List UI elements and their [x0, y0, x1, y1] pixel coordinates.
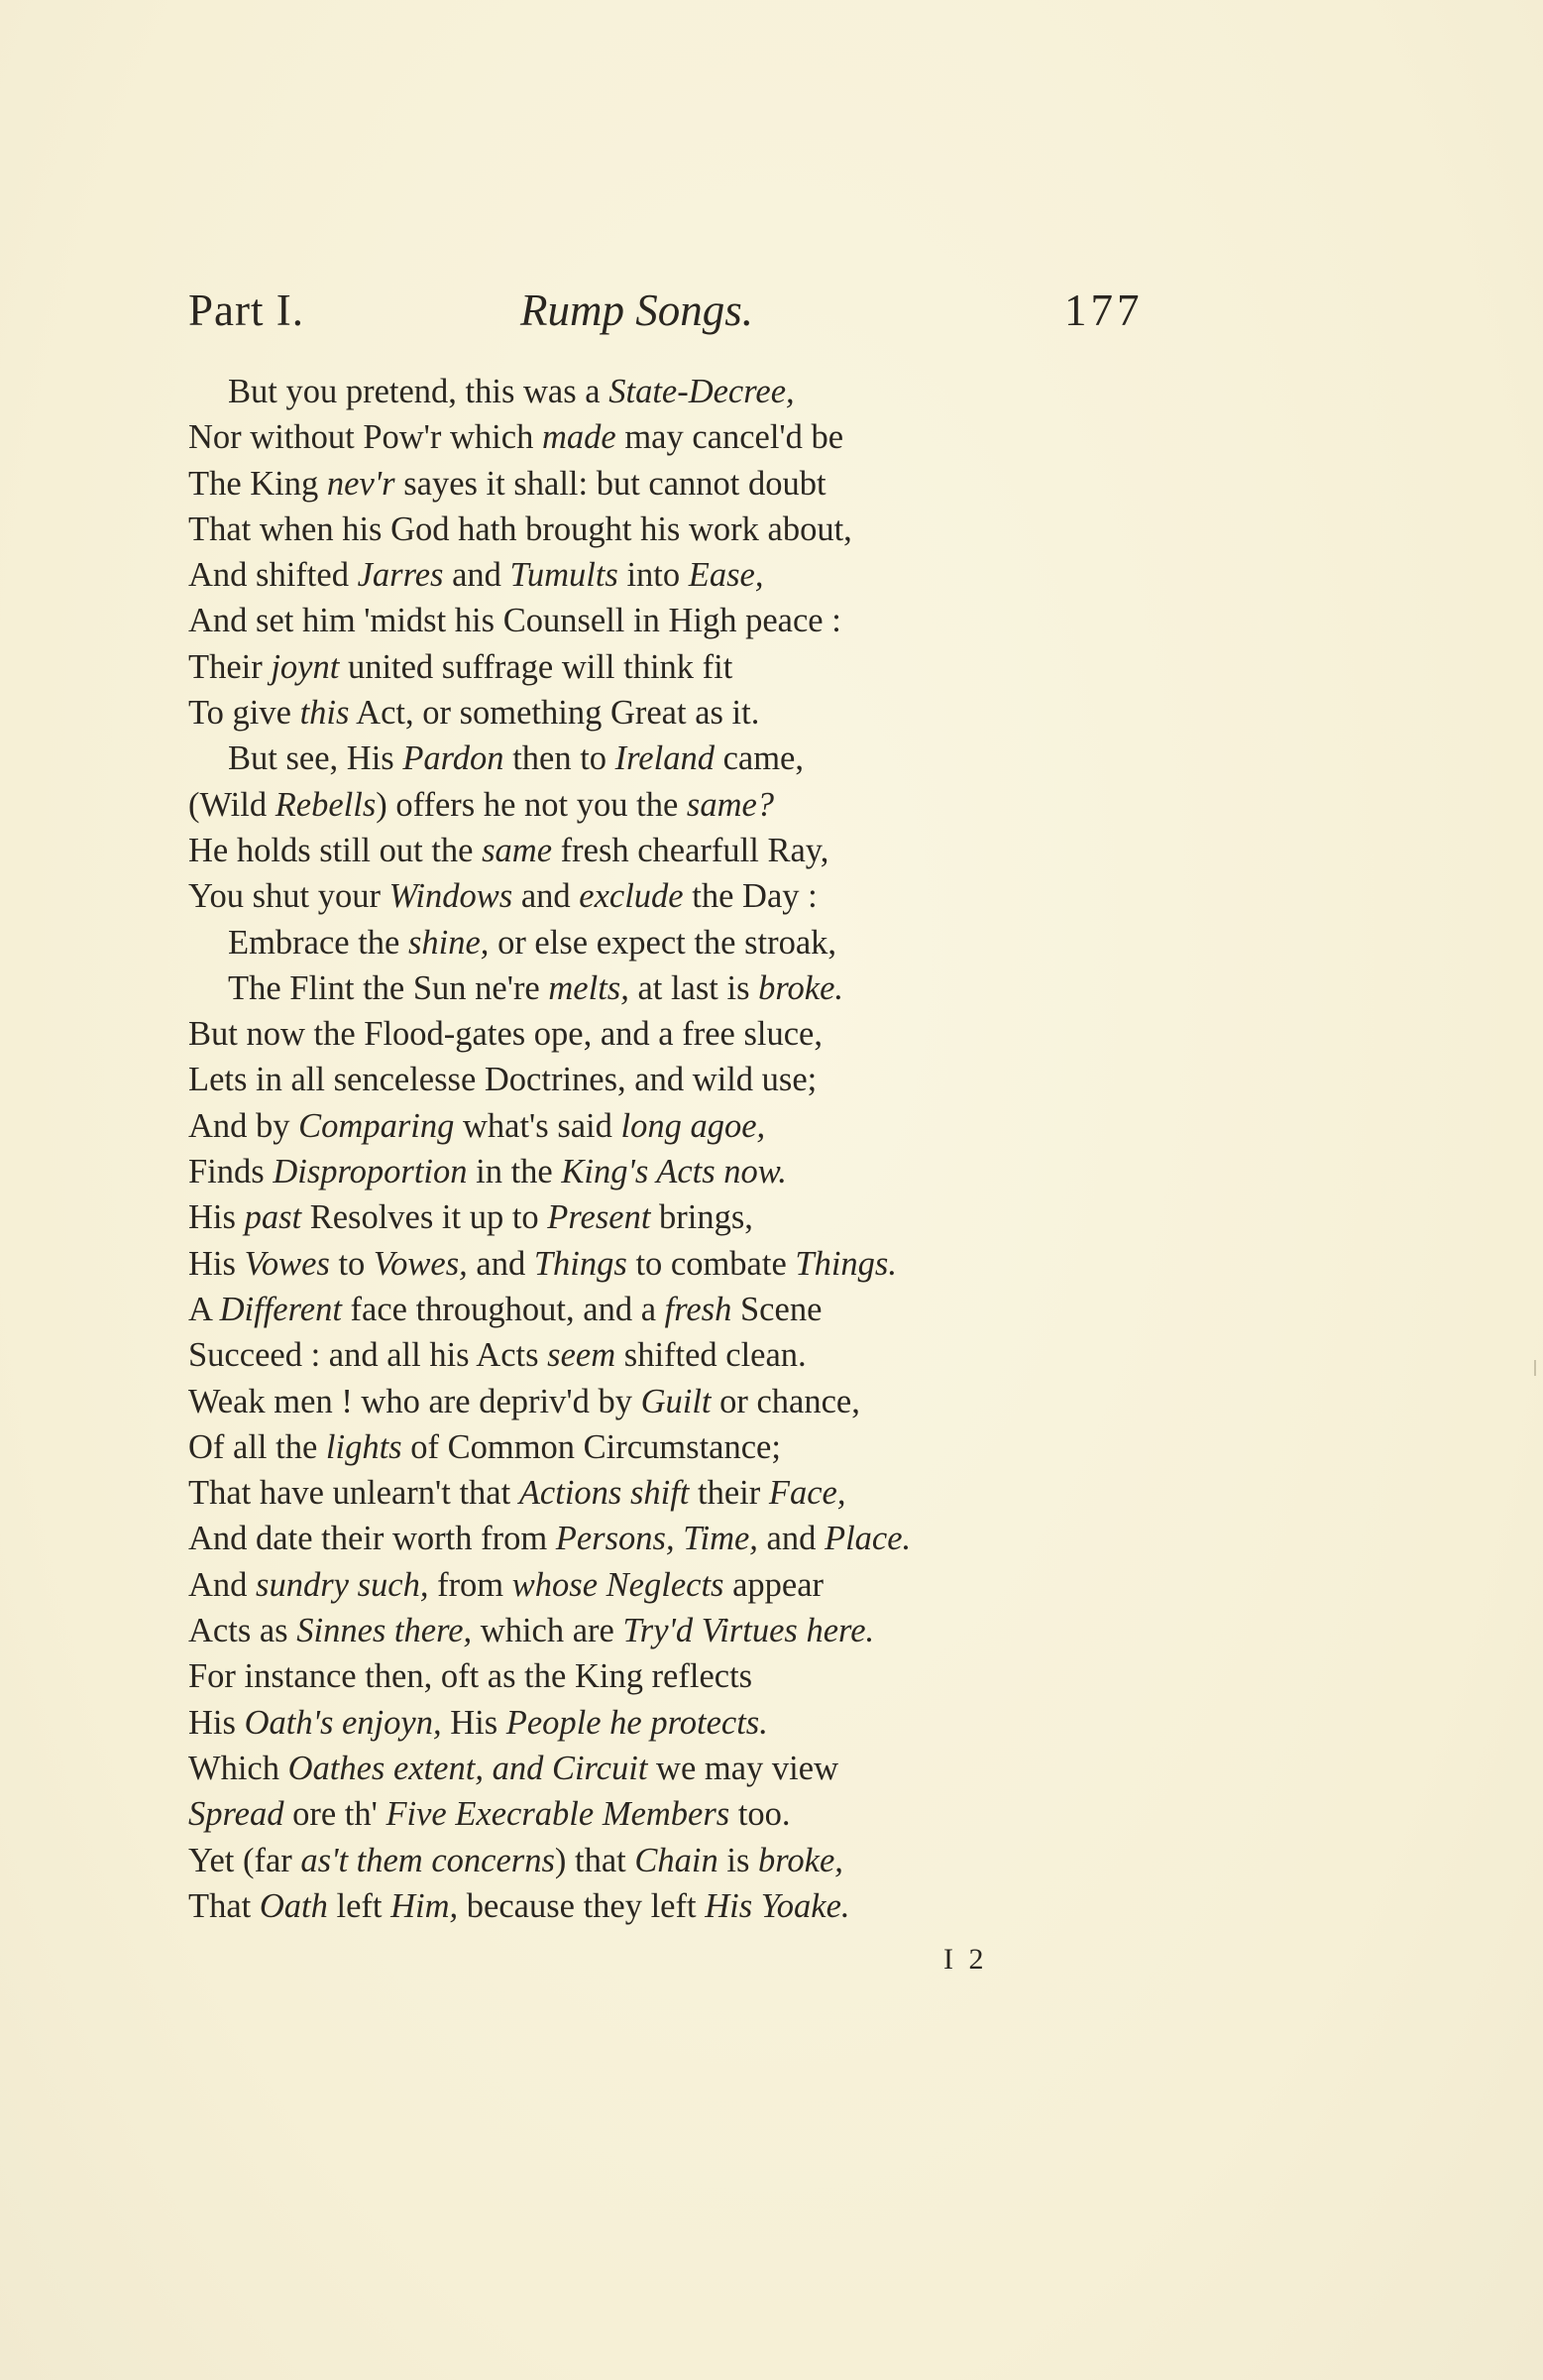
roman-text: But you pretend, this was a	[228, 373, 609, 410]
verse-line	[188, 461, 1179, 507]
italic-text: sundry such,	[256, 1565, 429, 1604]
roman-text: The Flint the Sun ne're	[228, 968, 549, 1007]
italic-text: Persons, Time,	[555, 1520, 758, 1558]
roman-text: which are	[472, 1612, 623, 1650]
roman-text: to	[329, 1244, 374, 1283]
roman-text: That when his God hath brought his work about,	[188, 510, 852, 548]
roman-text: Their	[188, 647, 272, 686]
roman-text: (Wild	[188, 785, 276, 824]
roman-text: into	[617, 556, 689, 595]
roman-text: His	[441, 1703, 506, 1742]
italic-text: shine,	[407, 923, 490, 962]
italic-text: Spread	[188, 1795, 284, 1834]
italic-text: Place.	[825, 1520, 912, 1558]
italic-text: Pardon	[402, 739, 504, 778]
italic-text: long agoe,	[620, 1106, 766, 1145]
italic-text: State-Decree,	[608, 373, 795, 410]
roman-text: too.	[729, 1795, 791, 1834]
roman-text: in the	[467, 1153, 562, 1191]
roman-text: at last is	[628, 968, 759, 1007]
roman-text: His	[188, 1198, 245, 1237]
italic-text: Vowes	[244, 1244, 330, 1283]
italic-text: Try'd Virtues here.	[622, 1612, 875, 1650]
italic-text: broke,	[758, 1841, 843, 1879]
signature-mark: I 2	[943, 1943, 988, 1976]
roman-text: or chance,	[711, 1382, 860, 1420]
italic-text: broke.	[758, 968, 844, 1007]
italic-text: Ease,	[688, 556, 764, 595]
italic-text: nev'r	[326, 464, 395, 503]
roman-text: of Common Circumstance;	[401, 1427, 781, 1466]
verse-line	[188, 414, 1179, 460]
italic-text: Things	[533, 1244, 627, 1283]
roman-text: A	[188, 1290, 220, 1328]
italic-text: same	[482, 831, 553, 869]
italic-text: same?	[686, 785, 775, 824]
verse-line	[188, 1791, 1179, 1837]
verse-line	[188, 1562, 1179, 1608]
poem-text	[188, 369, 1179, 1929]
italic-text: Tumults	[509, 556, 618, 595]
roman-text: fresh chearfull Ray,	[552, 831, 829, 869]
italic-text: this	[299, 694, 350, 733]
italic-text: People he protects.	[505, 1703, 768, 1742]
roman-text: Acts as	[188, 1612, 297, 1650]
italic-text: Ireland	[614, 739, 715, 778]
roman-text: from	[428, 1565, 512, 1604]
italic-text: lights	[325, 1427, 402, 1466]
verse-line	[188, 782, 1179, 828]
italic-text: Him,	[390, 1886, 459, 1925]
roman-text: because they left	[458, 1886, 706, 1925]
roman-text: the Day :	[683, 877, 818, 916]
italic-text: Sinnes there,	[296, 1612, 473, 1650]
verse-line	[188, 1149, 1179, 1194]
italic-text: joynt	[271, 647, 340, 686]
roman-text: and	[467, 1244, 534, 1283]
roman-text: to combate	[626, 1244, 796, 1283]
roman-text: Weak men ! who are depriv'd by	[188, 1382, 641, 1420]
verse-line	[188, 1103, 1179, 1149]
roman-text: sayes it shall: but cannot doubt	[394, 464, 827, 503]
roman-text: And set him 'midst his Counsell in High peace :	[188, 602, 841, 640]
roman-text: Lets in all sencelesse Doctrines, and wild use;	[188, 1061, 818, 1099]
verse-line	[188, 828, 1179, 873]
roman-text: For instance then, oft as the King reflects	[188, 1657, 753, 1696]
roman-text: Embrace the	[228, 923, 408, 962]
italic-text: His Yoake.	[705, 1886, 850, 1925]
roman-text: Finds	[188, 1153, 274, 1191]
roman-text: And by	[188, 1106, 299, 1145]
running-header	[188, 281, 1179, 340]
roman-text: ) that	[554, 1841, 635, 1879]
verse-line	[188, 369, 1179, 414]
italic-text: Oath	[259, 1886, 328, 1925]
roman-text: Act, or something Great as it.	[349, 694, 760, 733]
roman-text: may cancel'd be	[615, 418, 844, 457]
verse-line	[188, 1838, 1179, 1883]
roman-text: brings,	[650, 1198, 753, 1237]
italic-text: made	[541, 418, 616, 457]
roman-text: Of all the	[188, 1427, 326, 1466]
italic-text: Disproportion	[273, 1153, 468, 1191]
roman-text: You shut your	[188, 877, 389, 916]
roman-text: or else expect the stroak,	[489, 923, 837, 962]
verse-line	[188, 1241, 1179, 1287]
verse-line	[188, 1608, 1179, 1653]
verse-line	[188, 1516, 1179, 1561]
roman-text: Resolves it up to	[301, 1198, 548, 1237]
italic-text: Things.	[795, 1244, 897, 1283]
italic-text: King's Acts now.	[561, 1153, 787, 1191]
italic-text: seem	[547, 1336, 616, 1375]
roman-text: ore th'	[283, 1795, 386, 1834]
roman-text: we may view	[647, 1749, 838, 1787]
verse-line	[188, 1287, 1179, 1332]
verse-line	[188, 1332, 1179, 1378]
italic-text: Face,	[768, 1474, 846, 1513]
italic-text: Present	[547, 1198, 651, 1237]
italic-text: Windows	[388, 877, 513, 916]
italic-text: whose Neglects	[511, 1565, 724, 1604]
roman-text: And	[188, 1565, 257, 1604]
roman-text: face throughout, and a	[341, 1290, 665, 1328]
roman-text: their	[689, 1474, 769, 1513]
roman-text: That have unlearn't that	[188, 1474, 519, 1513]
part-label: Part I.	[188, 285, 304, 335]
roman-text: To give	[188, 694, 300, 733]
running-title: Rump Songs.	[520, 285, 753, 335]
verse-line	[188, 1379, 1179, 1424]
verse-line	[188, 873, 1179, 919]
verse-line	[188, 1700, 1179, 1746]
verse-line	[188, 736, 1179, 781]
roman-text: ) offers he not you the	[376, 785, 687, 824]
roman-text: That	[188, 1886, 260, 1925]
verse-line	[188, 1883, 1179, 1929]
roman-text: But see, His	[228, 739, 403, 778]
roman-text: appear	[723, 1565, 825, 1604]
roman-text: left	[327, 1886, 391, 1925]
roman-text: And shifted	[188, 556, 358, 595]
italic-text: as't them concerns	[300, 1841, 555, 1879]
italic-text: melts,	[548, 968, 629, 1007]
verse-line	[188, 1470, 1179, 1516]
verse-line	[188, 552, 1179, 598]
roman-text: Succeed : and all his Acts	[188, 1336, 548, 1375]
verse-line	[188, 690, 1179, 736]
verse-line	[188, 644, 1179, 690]
italic-text: past	[244, 1198, 302, 1237]
verse-line	[188, 598, 1179, 643]
italic-text: fresh	[664, 1290, 732, 1328]
verse-line	[188, 1011, 1179, 1057]
italic-text: Jarres	[357, 556, 444, 595]
margin-mark	[1534, 1360, 1536, 1376]
italic-text: Guilt	[640, 1382, 712, 1420]
roman-text: Nor without Pow'r which	[188, 418, 542, 457]
italic-text: Comparing	[298, 1106, 455, 1145]
verse-line	[188, 1424, 1179, 1470]
italic-text: Different	[219, 1290, 342, 1328]
verse-line	[188, 1194, 1179, 1240]
roman-text: But now the Flood-gates ope, and a free sluce,	[188, 1015, 823, 1054]
roman-text: He holds still out the	[188, 831, 483, 869]
verse-line	[188, 965, 1179, 1011]
roman-text: His	[188, 1703, 245, 1742]
roman-text: then to	[503, 739, 615, 778]
roman-text: came,	[714, 739, 804, 778]
roman-text: united suffrage will think fit	[339, 647, 733, 686]
roman-text: and	[443, 556, 510, 595]
italic-text: exclude	[579, 877, 684, 916]
roman-text: And date their worth from	[188, 1520, 556, 1558]
verse-line	[188, 1746, 1179, 1791]
italic-text: Oath's enjoyn,	[244, 1703, 442, 1742]
roman-text: Which	[188, 1749, 288, 1787]
verse-line	[188, 1653, 1179, 1699]
roman-text: what's said	[454, 1106, 621, 1145]
roman-text: shifted clean.	[615, 1336, 807, 1375]
italic-text: Rebells	[275, 785, 377, 824]
roman-text: Scene	[731, 1290, 823, 1328]
roman-text: and	[757, 1520, 825, 1558]
roman-text: and	[512, 877, 580, 916]
roman-text: Yet (far	[188, 1841, 301, 1879]
verse-line	[188, 1057, 1179, 1102]
italic-text: Oathes extent, and Circuit	[287, 1749, 648, 1787]
italic-text: Chain	[634, 1841, 718, 1879]
roman-text: The King	[188, 464, 327, 503]
italic-text: Vowes,	[373, 1244, 468, 1283]
italic-text: Actions shift	[518, 1474, 690, 1513]
roman-text: His	[188, 1244, 245, 1283]
verse-line	[188, 507, 1179, 552]
page-number: 177	[1064, 285, 1144, 335]
roman-text: is	[717, 1841, 758, 1879]
verse-line	[188, 920, 1179, 965]
italic-text: Five Execrable Members	[386, 1795, 730, 1834]
